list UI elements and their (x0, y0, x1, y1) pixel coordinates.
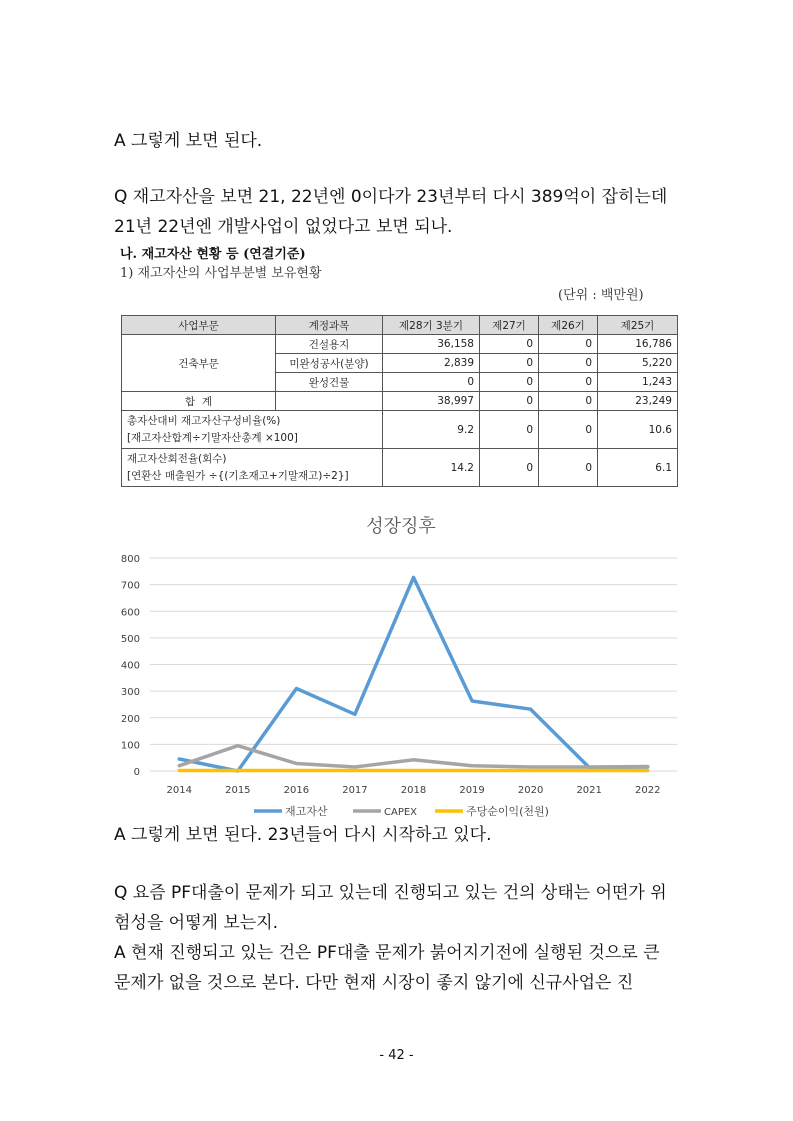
y-tick-label: 300 (120, 687, 140, 699)
value-cell: 0 (480, 373, 539, 392)
y-tick-label: 0 (133, 767, 140, 778)
value-cell: 0 (539, 354, 598, 373)
value-cell: 6.1 (598, 449, 678, 487)
value-cell: 0 (480, 411, 539, 449)
y-tick-label: 200 (120, 713, 140, 725)
value-cell: 16,786 (598, 335, 678, 354)
account-cell: 미완성공사(분양) (276, 354, 383, 373)
division-cell: 건축부문 (122, 335, 276, 392)
value-cell: 5,220 (598, 354, 678, 373)
legend-label: 주당순이익(천원) (466, 805, 549, 818)
x-tick-label: 2014 (166, 785, 193, 796)
question-paragraph-1: Q 재고자산을 보면 21, 22년엔 0이다가 23년부터 다시 389억이 잡히는데 21년 22년엔 개발사업이 없었다고 보면 되나. (114, 187, 668, 237)
table-total-row (122, 392, 678, 411)
x-tick-label: 2018 (400, 785, 427, 796)
x-tick-label: 2021 (576, 785, 602, 796)
turnover-label-cell (122, 449, 383, 487)
y-tick-label: 500 (120, 633, 140, 645)
account-cell: 건설용지 (276, 335, 383, 354)
value-cell: 0 (539, 373, 598, 392)
value-cell: 0 (383, 373, 480, 392)
unit-label: (단위 : 백만원) (558, 288, 644, 303)
growth-line-chart (112, 510, 690, 828)
header-cell: 제26기 (539, 316, 598, 335)
question-paragraph-2: Q 요즘 PF대출이 문제가 되고 있는데 진행되고 있는 건의 상태는 어떤가 위험성을 어떻게 보는지. (114, 883, 667, 933)
x-tick-label: 2015 (225, 785, 251, 796)
legend-label: 재고자산 (285, 805, 328, 818)
value-cell: 0 (539, 335, 598, 354)
value-cell: 36,158 (383, 335, 480, 354)
value-cell: 10.6 (598, 411, 678, 449)
value-cell: 0 (480, 354, 539, 373)
section-title: 나. 재고자산 현황 등 (연결기준) (120, 247, 306, 262)
x-tick-label: 2016 (283, 785, 310, 796)
table-turnover-row (122, 449, 678, 487)
value-cell: 0 (539, 392, 598, 411)
value-cell: 23,249 (598, 392, 678, 411)
page-number: - 42 - (379, 1048, 414, 1063)
value-cell: 0 (480, 335, 539, 354)
header-cell: 사업부문 (122, 316, 276, 335)
y-tick-label: 400 (120, 660, 140, 672)
answer-paragraph-2: A 그렇게 보면 된다. 23년들어 다시 시작하고 있다. (114, 825, 492, 845)
value-cell: 2,839 (383, 354, 480, 373)
header-cell: 계정과목 (276, 316, 383, 335)
table-ratio-row (122, 411, 678, 449)
section-subtitle: 1) 재고자산의 사업부분별 보유현황 (120, 266, 322, 281)
x-tick-label: 2019 (459, 785, 485, 796)
turnover-label-line1: 재고자산회전율(회수) (127, 452, 227, 465)
x-tick-label: 2017 (342, 785, 368, 796)
total-label-cell: 합 계 (122, 392, 276, 411)
value-cell: 0 (539, 411, 598, 449)
account-cell: 완성건물 (276, 373, 383, 392)
table-header-row (122, 316, 678, 335)
y-tick-label: 700 (120, 580, 140, 592)
chart-title: 성장징후 (366, 516, 436, 537)
header-cell: 제27기 (480, 316, 539, 335)
value-cell: 14.2 (383, 449, 480, 487)
legend-label: CAPEX (384, 807, 418, 818)
y-tick-label: 600 (120, 607, 140, 619)
answer-paragraph-3: A 현재 진행되고 있는 건은 PF대출 문제가 붉어지기전에 실행된 것으로 큰 문제가 없을 것으로 본다. 다만 현재 시장이 좋지 않기에 신규사업은 진 (114, 943, 660, 993)
header-cell: 제28기 3분기 (383, 316, 480, 335)
value-cell: 0 (539, 449, 598, 487)
value-cell: 1,243 (598, 373, 678, 392)
x-tick-label: 2022 (634, 785, 661, 796)
header-cell: 제25기 (598, 316, 678, 335)
empty-cell (276, 392, 383, 411)
y-tick-label: 800 (120, 554, 140, 565)
value-cell: 0 (480, 449, 539, 487)
y-tick-label: 100 (120, 740, 140, 752)
turnover-label-line2: [연환산 매출원가 ÷{(기초재고+기말재고)÷2}] (127, 469, 349, 482)
inventory-table (121, 315, 678, 487)
ratio-label-cell (122, 411, 383, 449)
value-cell: 0 (480, 392, 539, 411)
ratio-label-line2: [재고자산합계÷기말자산총계 ×100] (127, 431, 298, 444)
ratio-label-line1: 총자산대비 재고자산구성비율(%) (127, 414, 281, 427)
answer-paragraph-1: A 그렇게 보면 된다. (114, 131, 263, 151)
value-cell: 38,997 (383, 392, 480, 411)
table-row (122, 335, 678, 354)
series-line-1 (179, 577, 647, 771)
value-cell: 9.2 (383, 411, 480, 449)
x-tick-label: 2020 (517, 785, 544, 796)
